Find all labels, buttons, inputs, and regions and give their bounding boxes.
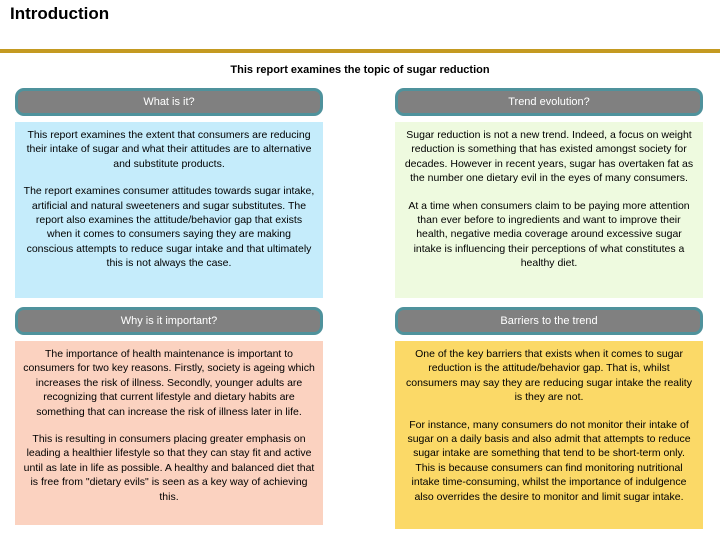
panel-body-trend-evolution [395, 122, 703, 298]
panel-paragraph: The importance of health maintenance is important to consumers for two key reasons. Firstly, society is ageing which increases the risk of illness. Secondly, younger adults are recognizing that current lifestyle and dietary habits are something that can increase the risk of illness later in life. [23, 348, 315, 418]
panel-paragraph: Sugar reduction is not a new trend. Indeed, a focus on weight reduction is something that has existed amongst society for decades. However in recent years, sugar has overtaken fat as the number one dietary evil in the eyes of many consumers. [404, 129, 694, 185]
panel-body-barriers [395, 341, 703, 529]
panel-header-what-is-it: What is it? [15, 88, 323, 116]
slide-subtitle: This report examines the topic of sugar reduction [230, 64, 490, 76]
panel-paragraph: One of the key barriers that exists when it comes to sugar reduction is the attitude/behavior gap. That is, whilst consumers may say they are reducing sugar intake the reality is they are not. [406, 348, 692, 404]
panel-what-is-it [15, 88, 323, 298]
panel-why-important [15, 307, 323, 525]
panel-header-barriers: Barriers to the trend [395, 307, 703, 335]
panel-header-trend-evolution: Trend evolution? [395, 88, 703, 116]
panel-paragraph: This report examines the extent that consumers are reducing their intake of sugar and what their attitudes are to alternative and substitute products. [26, 129, 312, 170]
page-title: Introduction [10, 4, 110, 23]
panel-body-why-important [15, 341, 323, 525]
panel-paragraph: The report examines consumer attitudes towards sugar intake, artificial and natural sweeteners and sugar substitutes. The report also examines the attitude/behavior gap that exists when it comes to consumers saying they are making conscious attempts to reduce sugar intake and that ultimately this is not always the case. [23, 185, 315, 270]
panel-paragraph: At a time when consumers claim to be paying more attention than ever before to ingredients and want to improve their health, negative media coverage around excessive sugar intake is influencing their perceptions of what constitutes a healthy diet. [408, 199, 690, 270]
panel-paragraph: For instance, many consumers do not monitor their intake of sugar on a daily basis and also admit that attempts to reduce sugar intake are something that tend to be short-term only. This is because consumers can find monitoring nutritional intake time-consuming, whilst the importance of indulgence also overrides the desire to monitor and limit sugar intake. [407, 418, 691, 503]
panel-paragraph: This is resulting in consumers placing greater emphasis on leading a healthier lifestyle so that they can stay fit and active until as late in life as possible. A healthy and balanced diet that is free from "dietary evils" is seen as a key way of achieving this. [23, 433, 315, 503]
title-divider-rule [0, 49, 720, 53]
panel-body-what-is-it [15, 122, 323, 298]
panel-trend-evolution [395, 88, 703, 298]
panel-barriers [395, 307, 703, 529]
panel-header-why-important: Why is it important? [15, 307, 323, 335]
